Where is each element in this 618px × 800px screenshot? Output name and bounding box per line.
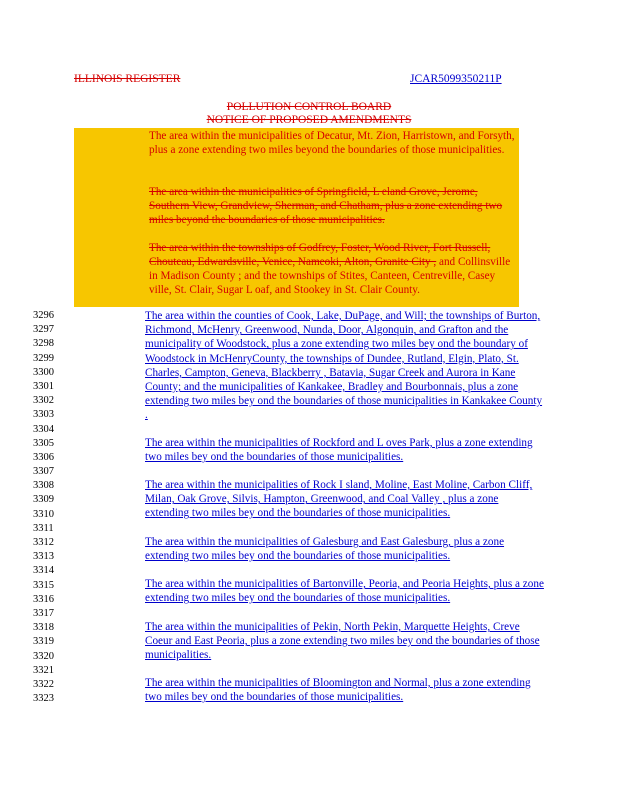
highlight-paragraph-1: The area within the municipalities of Decatur, Mt. Zion, Harristown, and Forsyth, plus a zone extending two miles beyond the boundaries of those municipalities. xyxy=(149,130,515,156)
highlight-paragraph-2: The area within the municipalities of Springfield, L eland Grove, Jerome, Southern View, Grandview, Sherman, and Chatham, plus a zone extending two miles beyond the boundaries of those municipalities. xyxy=(149,186,503,226)
inserted-paragraph: The area within the municipalities of Bartonville, Peoria, and Peoria Heights, plus a zone extending two miles bey ond the boundaries of those municipalities. xyxy=(145,578,544,605)
agency-title: POLLUTION CONTROL BOARD xyxy=(226,101,392,113)
line-number: 3296 xyxy=(33,310,54,321)
line-number: 3322 xyxy=(33,678,54,690)
register-header: ILLINOIS REGISTER xyxy=(74,73,181,85)
line-number: 3301 xyxy=(33,380,54,392)
line-number: 3300 xyxy=(33,366,54,378)
line-number: 3314 xyxy=(33,565,54,577)
line-number: 3306 xyxy=(33,451,54,463)
line-number: 3317 xyxy=(33,607,54,619)
inserted-paragraph: The area within the municipalities of Pekin, North Pekin, Marquette Heights, Creve Coeur and East Peoria, plus a zone extending two miles bey ond the boundaries of those municipalities. xyxy=(145,621,540,662)
notice-title: NOTICE OF PROPOSED AMENDMENTS xyxy=(206,114,412,126)
inserted-paragraph: The area within the municipalities of Bloomington and Normal, plus a zone extending two miles bey ond the boundaries of those municipalities. xyxy=(145,677,531,704)
line-number: 3304 xyxy=(33,423,54,435)
document-id-link[interactable]: JCAR5099350211P xyxy=(410,73,502,85)
inserted-paragraph: The area within the counties of Cook, Lake, DuPage, and Will; the townships of Burton, Richmond, McHenry, Greenwood, Nunda, Door, Algonquin, and Grafton and the municipality of Woodstock, plus a zone extending two miles bey ond the boundary of Woodstock in McHenryCounty, the townships of Dundee, Rutland, Elgin, Plato, St. Charles, Campton, Geneva, Blackberry , Batavia, Sugar Creek and Aurora in Kane County; and the municipalities of Kankakee, Bradley and Bourbonnais, plus a zone extending two miles bey ond the boundaries of those municipalities in Kankakee County . xyxy=(145,310,543,422)
line-number: 3323 xyxy=(33,693,54,705)
line-number: 3310 xyxy=(33,508,54,520)
line-number: 3319 xyxy=(33,636,54,648)
line-number: 3312 xyxy=(33,537,54,548)
line-number: 3313 xyxy=(33,551,54,563)
line-number: 3307 xyxy=(33,466,54,478)
highlight-paragraph-3 xyxy=(149,241,515,297)
line-number: 3318 xyxy=(33,622,54,634)
inserted-paragraph: The area within the municipalities of Rockford and L oves Park, plus a zone extending two miles bey ond the boundaries of those municipalities. xyxy=(145,437,533,464)
inserted-paragraph: The area within the municipalities of Rock I sland, Moline, East Moline, Carbon Cliff, Milan, Oak Grove, Silvis, Hampton, Greenwood, and Coal Valley , plus a zone extending two miles bey ond the boundaries of those municipalities. xyxy=(145,479,533,520)
line-number: 3305 xyxy=(33,437,54,449)
line-number: 3297 xyxy=(33,324,54,336)
line-number-gutter xyxy=(33,309,73,706)
line-number: 3311 xyxy=(33,522,54,534)
struck-text: The area within the townships of Godfrey, Foster, Wood River, Fort Russell, Chouteau, Edwardsville, Venice, Nameoki, Alton, Granite City , xyxy=(149,242,491,268)
line-number: 3309 xyxy=(33,494,54,506)
line-number: 3298 xyxy=(33,338,54,350)
line-number: 3320 xyxy=(33,650,54,662)
line-number: 3316 xyxy=(33,593,54,605)
line-number: 3302 xyxy=(33,395,54,407)
line-number: 3321 xyxy=(33,664,54,676)
remaining-text: and Collinsville in Madison County ; and the townships of Stites, Canteen, Centreville, Casey ville, St. Clair, Sugar L oaf, and Stookey in St. Clair County. xyxy=(149,256,511,296)
line-number: 3315 xyxy=(33,579,54,591)
line-number: 3303 xyxy=(33,409,54,421)
line-number: 3299 xyxy=(33,352,54,364)
inserted-paragraph: The area within the municipalities of Galesburg and East Galesburg, plus a zone extending two miles bey ond the boundaries of those municipalities. xyxy=(145,536,505,563)
line-number: 3308 xyxy=(33,480,54,492)
